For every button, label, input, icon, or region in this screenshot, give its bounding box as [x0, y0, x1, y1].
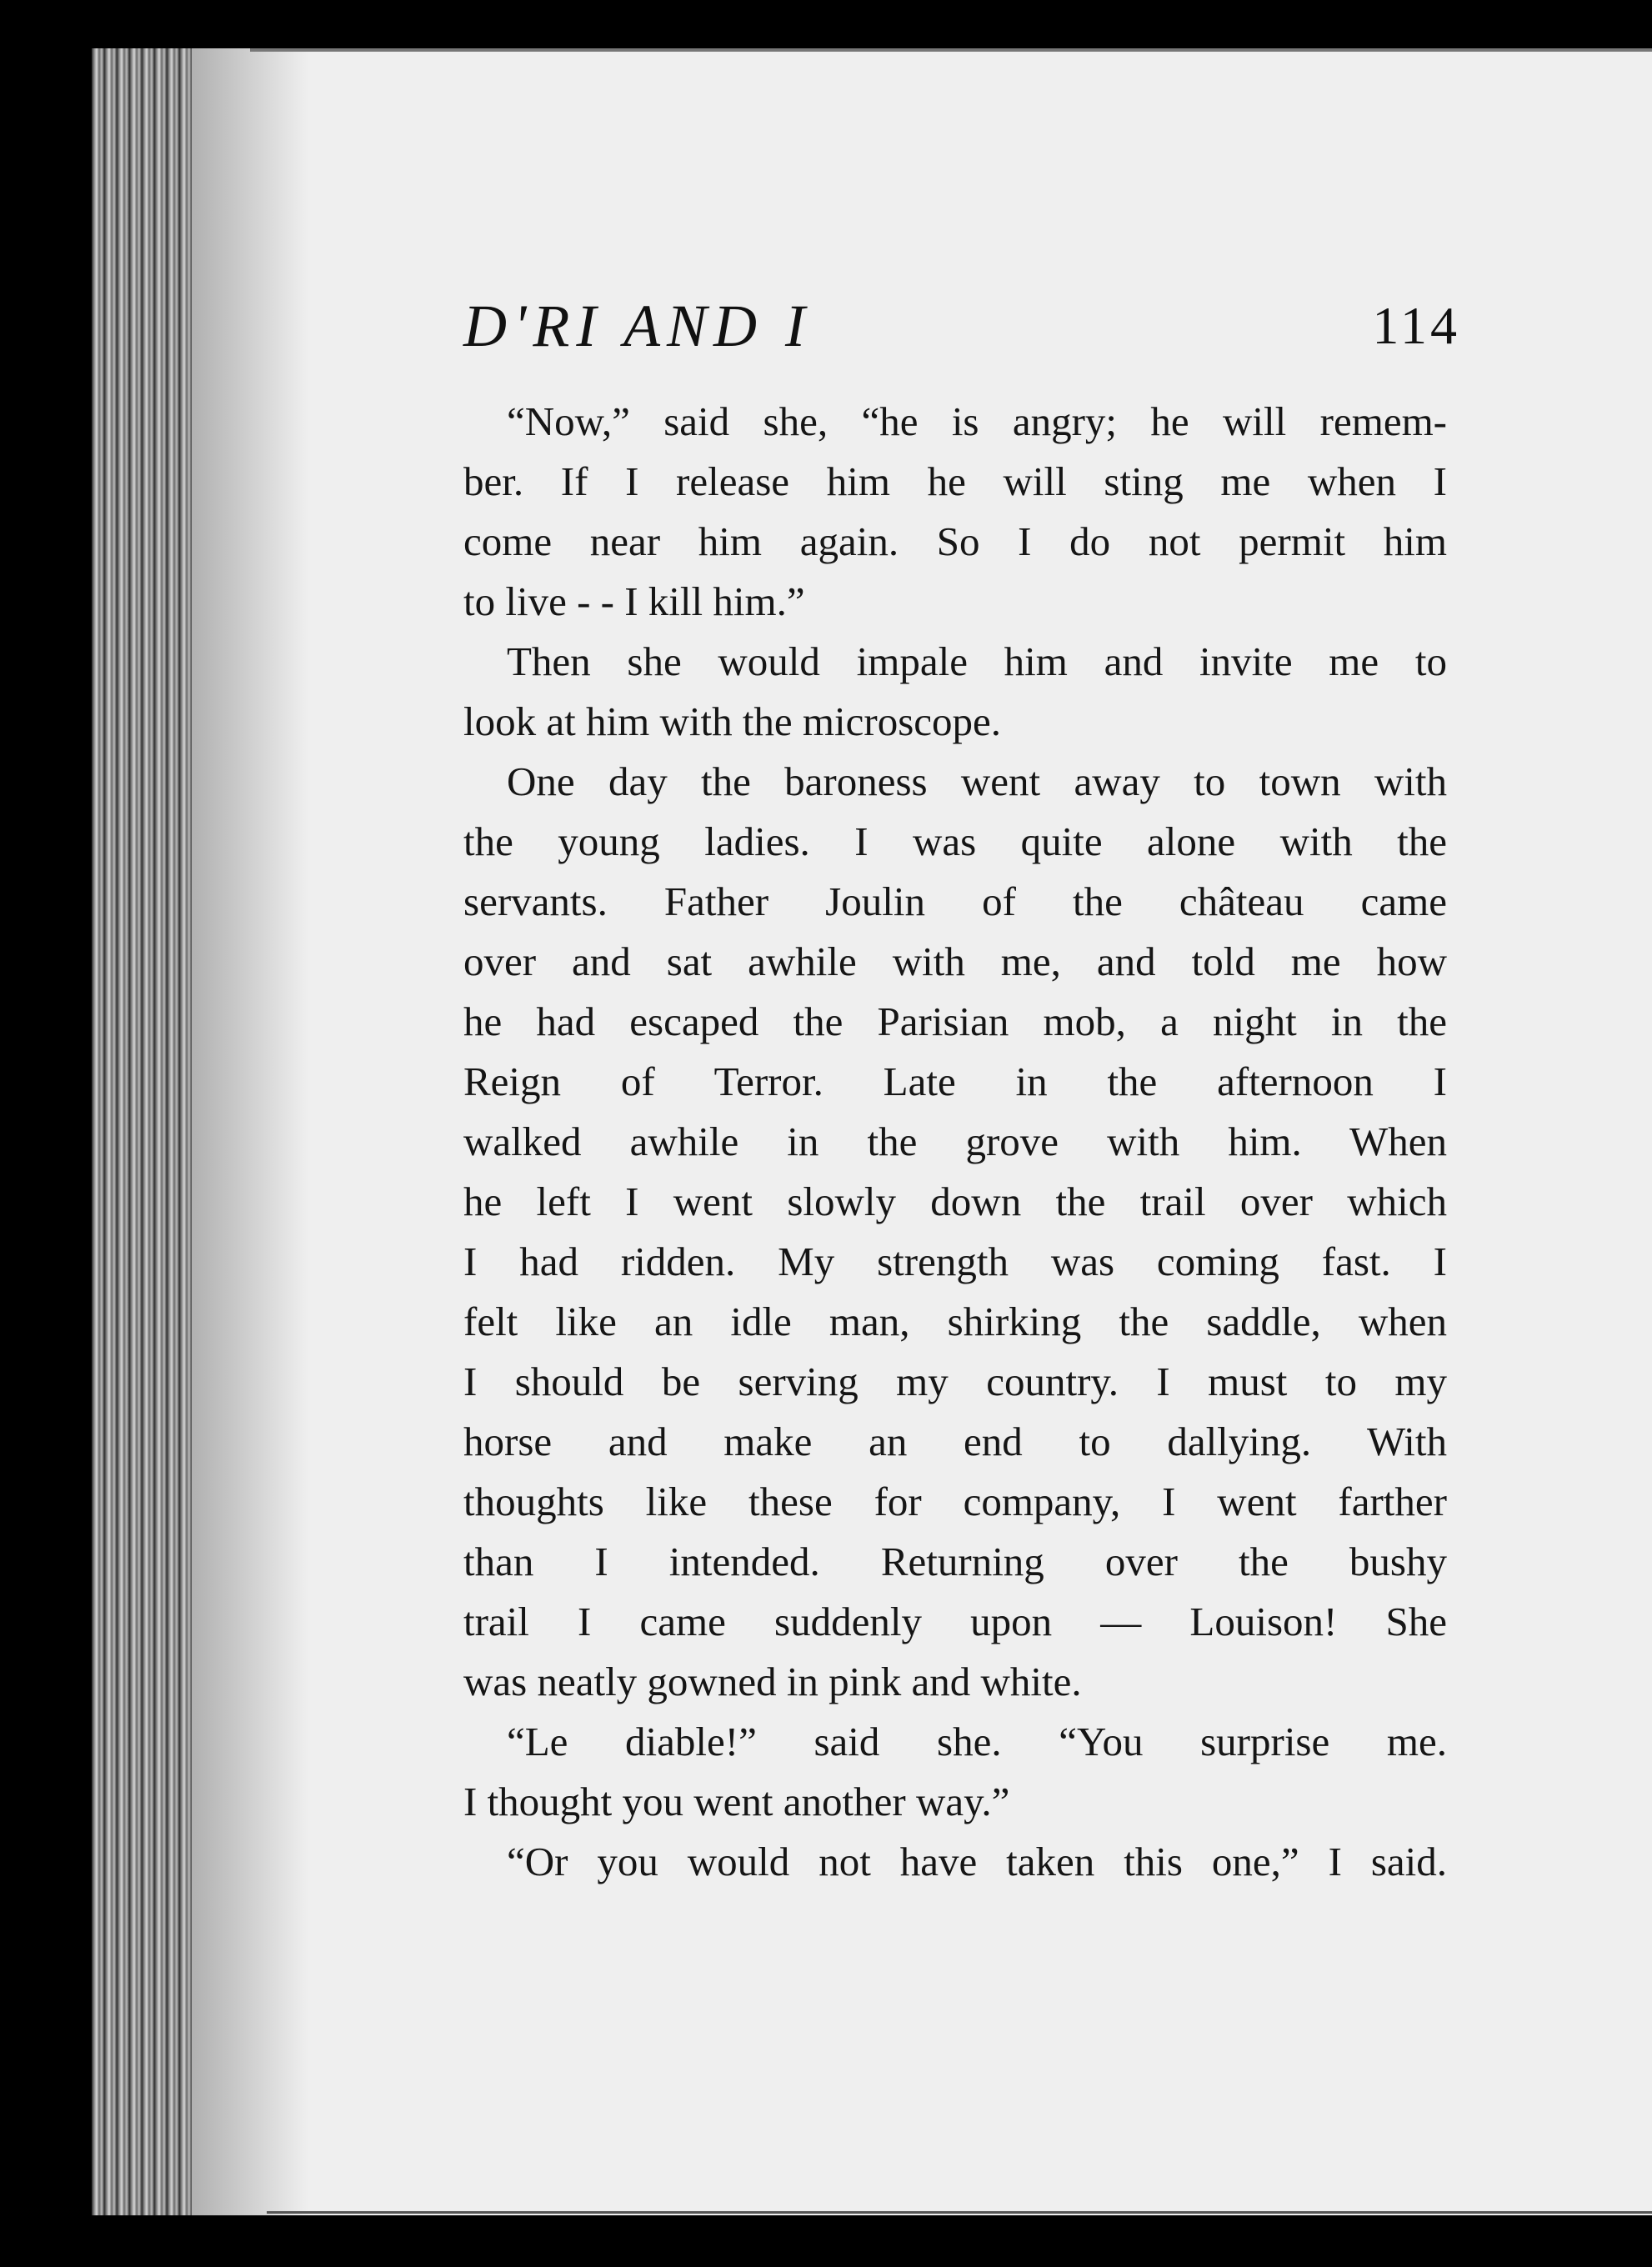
text-line: walked awhile in the grove with him. When — [463, 1118, 1447, 1164]
text-line: “Now,” said she, “he is angry; he will remem- — [507, 398, 1447, 444]
text-line: to live - - I kill him.” — [463, 578, 805, 624]
text-line: than I intended. Returning over the bushy — [463, 1539, 1447, 1584]
page-bottom-edge — [267, 2211, 1652, 2214]
page-number: 114 — [1372, 296, 1460, 355]
text-line: “Or you would not have taken this one,” I said. — [507, 1839, 1447, 1884]
text-line: Then she would impale him and invite me to — [507, 638, 1447, 684]
text-line: “Le diable!” said she. “You surprise me. — [507, 1719, 1447, 1764]
text-line: horse and make an end to dallying. With — [463, 1419, 1447, 1464]
text-line: was neatly gowned in pink and white. — [463, 1659, 1082, 1704]
running-title: D'RI AND I — [463, 293, 813, 359]
text-line: One day the baroness went away to town with — [507, 758, 1447, 804]
text-line: I should be serving my country. I must to my — [463, 1359, 1447, 1404]
book-spine-gutter — [92, 48, 192, 2215]
text-line: thoughts like these for company, I went farther — [463, 1479, 1447, 1524]
page-header — [463, 292, 1460, 358]
body-text — [463, 392, 1447, 1892]
text-line: look at him with the microscope. — [463, 698, 1002, 744]
page-top-edge — [250, 48, 1652, 52]
text-line: over and sat awhile with me, and told me how — [463, 938, 1447, 984]
text-line: ber. If I release him he will sting me when I — [463, 458, 1447, 504]
text-line: I thought you went another way.” — [463, 1779, 1010, 1824]
text-line: I had ridden. My strength was coming fast. I — [463, 1239, 1447, 1284]
text-line: servants. Father Joulin of the château came — [463, 878, 1447, 924]
text-line: felt like an idle man, shirking the saddle, when — [463, 1299, 1447, 1344]
gutter-shadow — [192, 48, 308, 2215]
text-line: come near him again. So I do not permit him — [463, 518, 1447, 564]
text-line: he left I went slowly down the trail over which — [463, 1179, 1447, 1224]
text-line: the young ladies. I was quite alone with the — [463, 818, 1447, 864]
text-line: Reign of Terror. Late in the afternoon I — [463, 1058, 1447, 1104]
text-line: trail I came suddenly upon — Louison! She — [463, 1599, 1447, 1644]
text-line: he had escaped the Parisian mob, a night in the — [463, 998, 1447, 1044]
